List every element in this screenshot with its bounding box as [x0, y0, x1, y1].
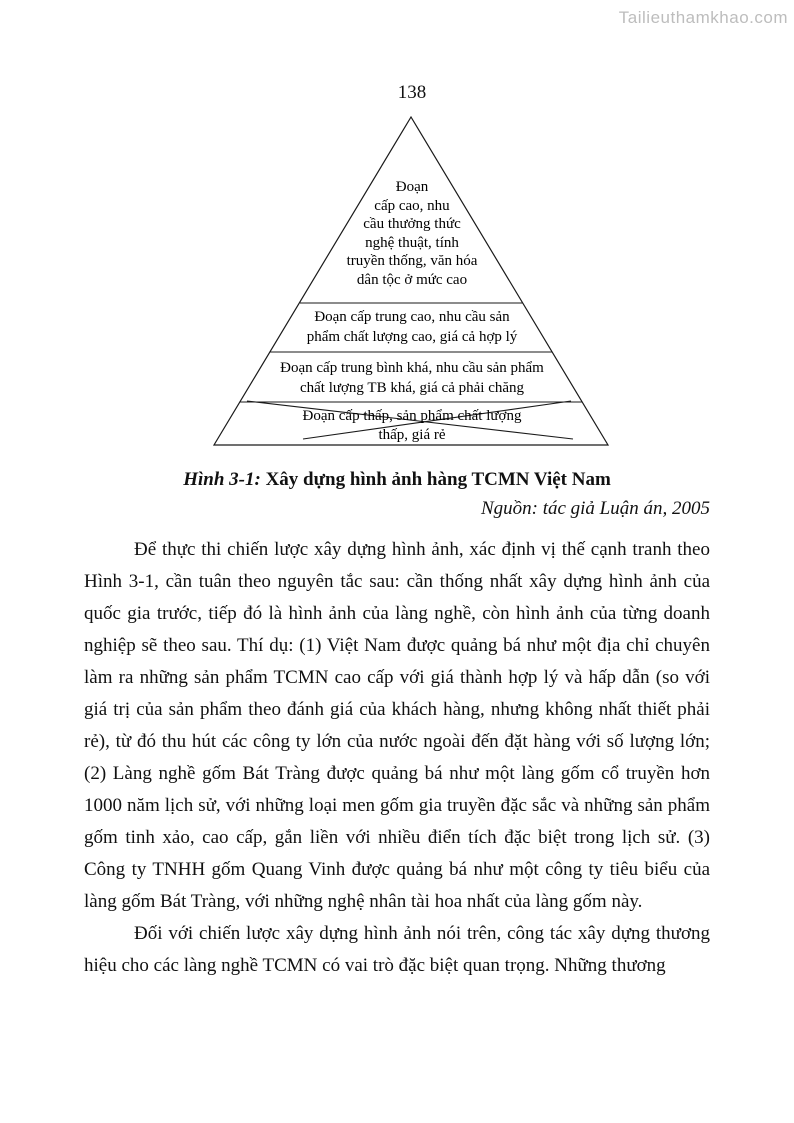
pyramid-level-1	[207, 178, 617, 289]
body-text	[84, 534, 710, 982]
pyramid-level-4-line: Đoạn cấp thấp, sản phẩm chất lượng	[302, 408, 522, 424]
figure-caption	[84, 466, 710, 494]
pyramid-level-1-line: cấp cao, nhu	[374, 197, 450, 214]
watermark: Tailieuthamkhao.com	[618, 8, 788, 27]
pyramid-figure	[0, 112, 794, 494]
pyramid-level-1-line: dân tộc ở mức cao	[356, 271, 468, 288]
pyramid-level-3-line: chất lượng TB khá, giá cả phải chăng	[299, 380, 525, 396]
pyramid-level-2	[207, 307, 617, 347]
page-number: 138	[397, 82, 427, 103]
paragraph: Để thực thi chiến lược xây dựng hình ảnh, xác định vị thế cạnh tranh theo Hình 3-1, cần tuân theo nguyên tắc sau: cần thống nhất xây dựng hình ảnh của quốc gia trước, tiếp đó là hình ảnh của làng nghề, còn hình ảnh của từng doanh nghiệp sẽ theo sau. Thí dụ: (1) Việt Nam được quảng bá như một địa chỉ chuyên làm ra những sản phẩm TCMN cao cấp với giá thành hợp lý và hấp dẫn (so với giá trị của sản phẩm theo đánh giá của khách hàng, nhưng không nhất thiết phải rẻ), từ đó thu hút các công ty lớn của nước ngoài đến đặt hàng với số lượng lớn; (2) Làng nghề gốm Bát Tràng được quảng bá như một làng gốm cổ truyền hơn 1000 năm lịch sử, với những loại men gốm gia truyền đặc sắc và những sản phẩm gốm tinh xảo, cao cấp, gắn liền với nhiều điển tích đặc biệt trong lịch sử. (3) Công ty TNHH gốm Quang Vinh được quảng bá như một công ty tiêu biểu của làng gốm Bát Tràng, với những nghệ nhân tài hoa nhất của làng gốm này.	[84, 539, 710, 912]
pyramid-diagram	[207, 112, 617, 452]
pyramid-level-4-crossed-out	[207, 407, 617, 445]
pyramid-level-2-line: Đoạn cấp trung cao, nhu cầu sản	[314, 309, 510, 325]
figure-source: Nguồn: tác giả Luận án, 2005	[480, 498, 710, 519]
paragraph: Đối với chiến lược xây dựng hình ảnh nói trên, công tác xây dựng thương hiệu cho các làng nghề TCMN có vai trò đặc biệt quan trọng. Những thương	[84, 923, 710, 976]
pyramid-level-1-line: truyền thống, văn hóa	[346, 253, 478, 269]
pyramid-level-1-line: Đoạn	[395, 179, 429, 195]
figure-caption-text: Xây dựng hình ảnh hàng TCMN Việt Nam	[260, 469, 611, 490]
pyramid-level-2-line: phẩm chất lượng cao, giá cả hợp lý	[306, 329, 518, 345]
pyramid-level-3-line: Đoạn cấp trung bình khá, nhu cầu sản phẩm	[280, 360, 544, 376]
pyramid-level-4-line: thấp, giá rẻ	[378, 427, 446, 443]
pyramid-level-3	[207, 358, 617, 398]
figure-caption-label: Hình 3-1:	[183, 469, 261, 490]
pyramid-level-1-line: nghệ thuật, tính	[365, 234, 459, 251]
pyramid-level-1-line: cầu thưởng thức	[363, 216, 461, 232]
